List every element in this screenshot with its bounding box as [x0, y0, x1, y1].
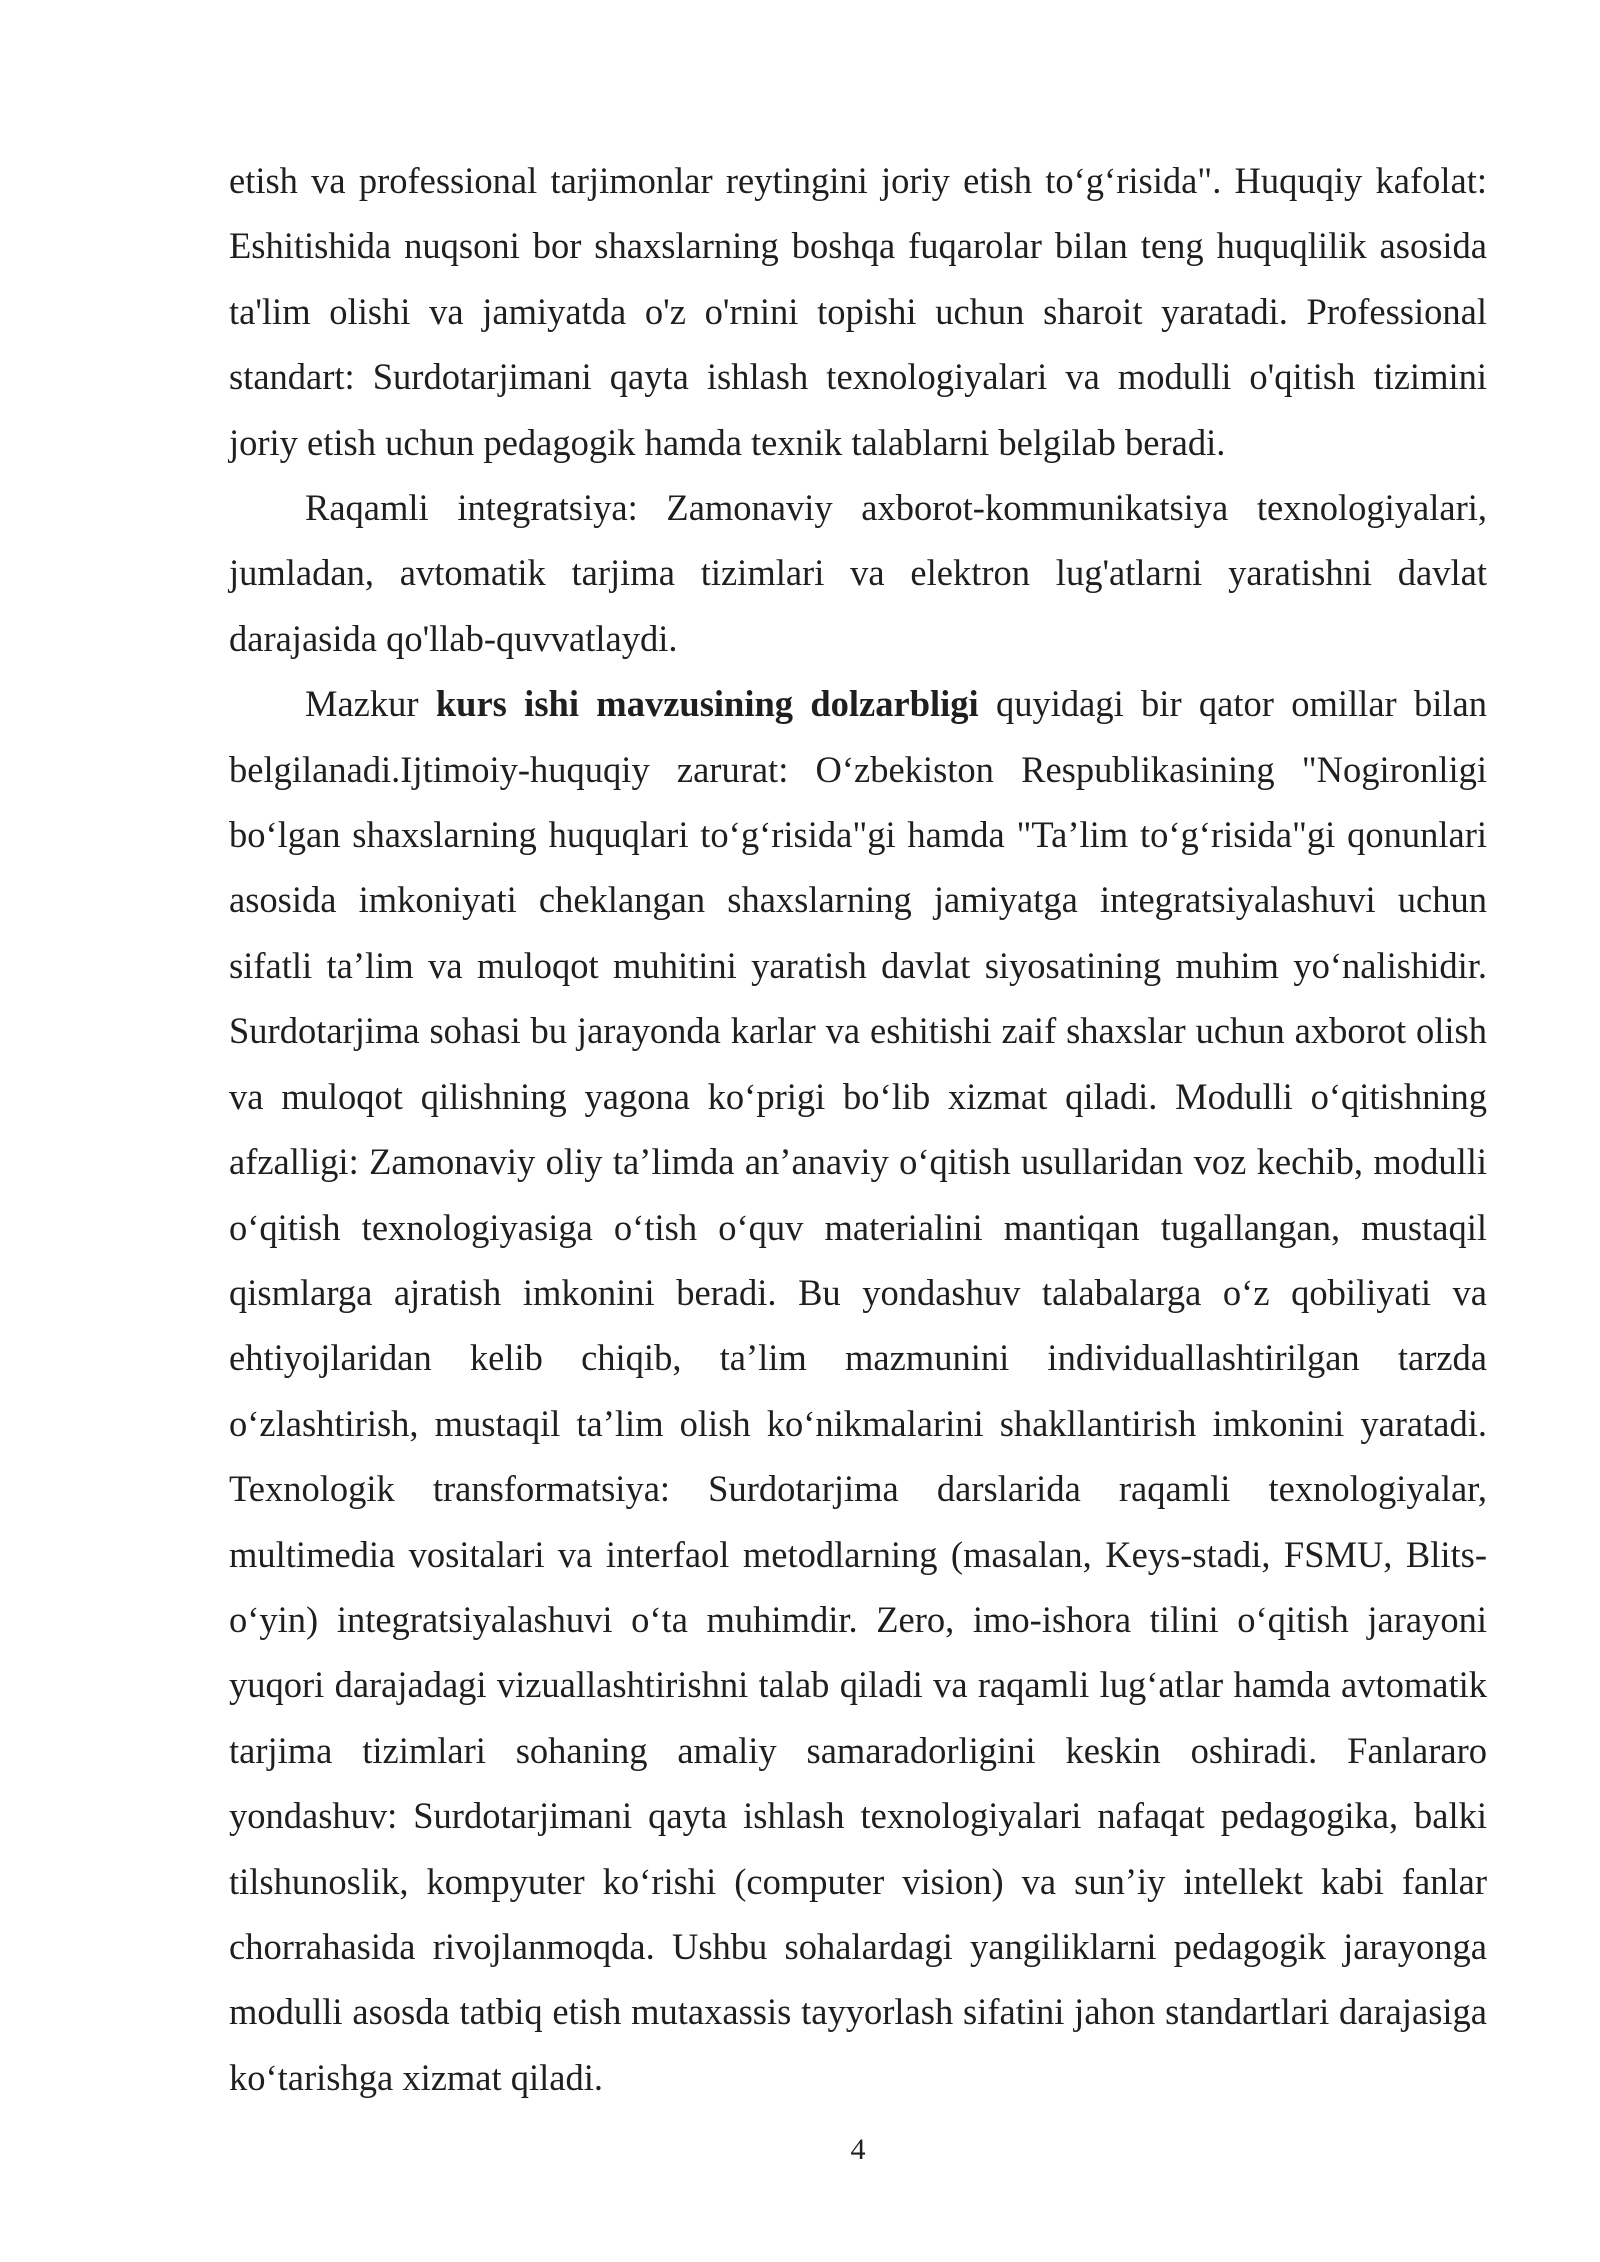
body-text — [229, 148, 1487, 2110]
paragraph-3 — [229, 671, 1487, 2110]
paragraph-3-body: quyidagi bir qator omillar bilan belgilanadi.Ijtimoiy-huquqiy zarurat: O‘zbekiston Respublikasining "Nogironligi bo‘lgan shaxslarning huquqlari to‘g‘risida"gi hamda "Ta’lim to‘g‘risida"gi qonunlari asosida imkoniyati cheklangan shaxslarning jamiyatga integratsiyalashuvi uchun sifatli ta’lim va muloqot muhitini yaratish davlat siyosatining muhim yo‘nalishidir. Surdotarjima sohasi bu jarayonda karlar va eshitishi zaif shaxslar uchun axborot olish va muloqot qilishning yagona ko‘prigi bo‘lib xizmat qiladi. Modulli o‘qitishning afzalligi: Zamonaviy oliy ta’limda an’anaviy o‘qitish usullaridan voz kechib, modulli o‘qitish texnologiyasiga o‘tish o‘quv materialini mantiqan tugallangan, mustaqil qismlarga ajratish imkonini beradi. Bu yondashuv talabalarga o‘z qobiliyati va ehtiyojlaridan kelib chiqib, ta’lim mazmunini individuallashtirilgan tarzda o‘zlashtirish, mustaqil ta’lim olish ko‘nikmalarini shakllantirish imkonini yaratadi. Texnologik transformatsiya: Surdotarjima darslarida raqamli texnologiyalar, multimedia vositalari va interfaol metodlarning (masalan, Keys-stadi, FSMU, Blits-o‘yin) integratsiyalashuvi o‘ta muhimdir. Zero, imo-ishora tilini o‘qitish jarayoni yuqori darajadagi vizuallashtirishni talab qiladi va raqamli lug‘atlar hamda avtomatik tarjima tizimlari sohaning amaliy samaradorligini keskin oshiradi. Fanlararo yondashuv: Surdotarjimani qayta ishlash texnologiyalari nafaqat pedagogika, balki tilshunoslik, kompyuter ko‘rishi (computer vision) va sun’iy intellekt kabi fanlar chorrahasida rivojlanmoqda. Ushbu sohalardagi yangiliklarni pedagogik jarayonga modulli asosda tatbiq etish mutaxassis tayyorlash sifatini jahon standartlari darajasiga ko‘tarishga xizmat qiladi. — [229, 683, 1487, 2098]
paragraph-3-bold-phrase: kurs ishi mavzusining dolzarbligi — [435, 683, 979, 725]
paragraph-1: etish va professional tarjimonlar reytingini joriy etish to‘g‘risida". Huquqiy kafolat: Eshitishida nuqsoni bor shaxslarning boshqa fuqarolar bilan teng huquqlilik asosida ta'lim olishi va jamiyatda o'z o'rnini topishi uchun sharoit yaratadi. Professional standart: Surdotarjimani qayta ishlash texnologiyalari va modulli o'qitish tizimini joriy etish uchun pedagogik hamda texnik talablarni belgilab beradi. — [229, 160, 1487, 463]
page-number: 4 — [850, 2133, 866, 2166]
paragraph-2: Raqamli integratsiya: Zamonaviy axborot-kommunikatsiya texnologiyalari, jumladan, avtomatik tarjima tizimlari va elektron lug'atlarni yaratishni davlat darajasida qo'llab-quvvatlaydi. — [229, 487, 1487, 659]
paragraph-3-intro: Mazkur — [305, 683, 436, 725]
